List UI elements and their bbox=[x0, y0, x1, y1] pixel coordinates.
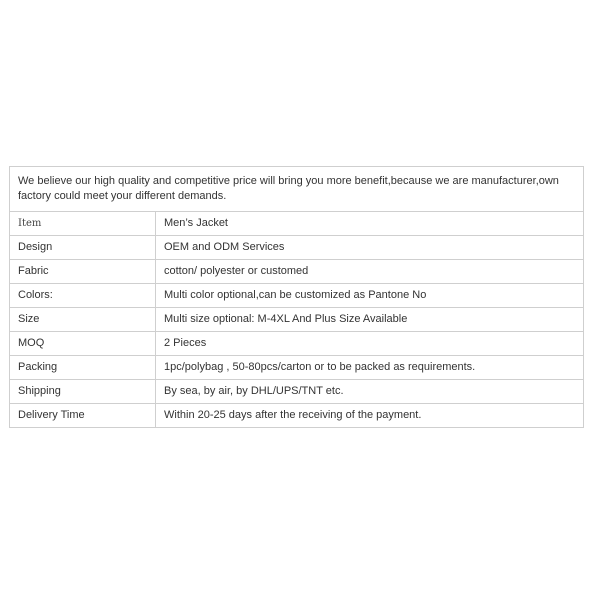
row-value-colors: Multi color optional,can be customized as Pantone No bbox=[156, 284, 584, 308]
table-row-colors bbox=[10, 284, 584, 308]
row-label-size: Size bbox=[10, 308, 156, 332]
row-value-delivery-time: Within 20-25 days after the receiving of the payment. bbox=[156, 404, 584, 428]
row-label-delivery-time: Delivery Time bbox=[10, 404, 156, 428]
row-label-fabric: Fabric bbox=[10, 260, 156, 284]
table-row-moq bbox=[10, 332, 584, 356]
product-spec-table bbox=[9, 166, 584, 428]
row-value-fabric: cotton/ polyester or customed bbox=[156, 260, 584, 284]
table-row-delivery-time bbox=[10, 404, 584, 428]
row-value-size: Multi size optional: M-4XL And Plus Size Available bbox=[156, 308, 584, 332]
table-row-shipping bbox=[10, 380, 584, 404]
row-label-shipping: Shipping bbox=[10, 380, 156, 404]
row-value-shipping: By sea, by air, by DHL/UPS/TNT etc. bbox=[156, 380, 584, 404]
row-value-moq: 2 Pieces bbox=[156, 332, 584, 356]
table-row-packing bbox=[10, 356, 584, 380]
intro-row bbox=[10, 167, 584, 212]
row-label-packing: Packing bbox=[10, 356, 156, 380]
row-label-moq: MOQ bbox=[10, 332, 156, 356]
table-row-size bbox=[10, 308, 584, 332]
row-value-design: OEM and ODM Services bbox=[156, 236, 584, 260]
row-value-packing: 1pc/polybag , 50-80pcs/carton or to be packed as requirements. bbox=[156, 356, 584, 380]
table-row-design bbox=[10, 236, 584, 260]
intro-text: We believe our high quality and competitive price will bring you more benefit,because we are manufacturer,own factory could meet your different demands. bbox=[10, 167, 584, 212]
row-value-item: Men’s Jacket bbox=[156, 212, 584, 236]
row-label-design: Design bbox=[10, 236, 156, 260]
row-label-item: Item bbox=[10, 212, 156, 236]
table-row-fabric bbox=[10, 260, 584, 284]
row-label-colors: Colors: bbox=[10, 284, 156, 308]
table-row-item bbox=[10, 212, 584, 236]
